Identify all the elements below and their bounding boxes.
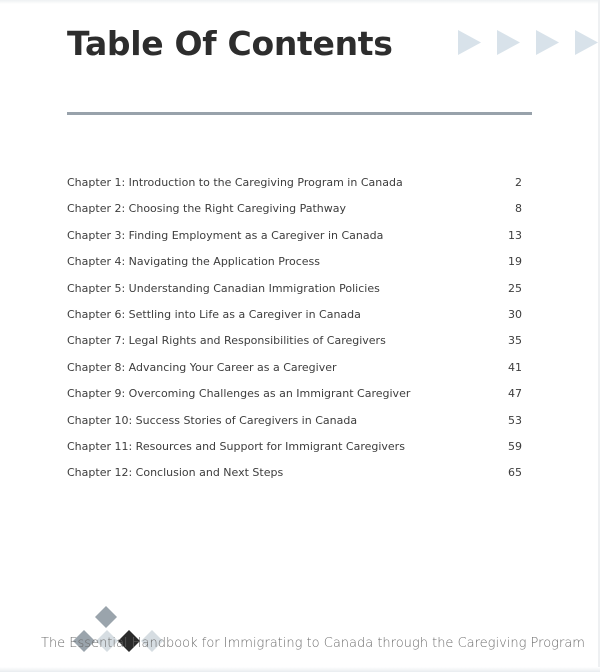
toc-entry-page-number: 65 — [508, 466, 522, 480]
title-divider — [67, 112, 532, 115]
toc-entry-page-number: 53 — [508, 413, 522, 427]
chevron-arrows-icon — [458, 29, 600, 57]
chevron-arrow-icon — [575, 30, 598, 55]
toc-entry-label: Chapter 3: Finding Employment as a Caregiver in Canada — [67, 228, 384, 242]
toc-entry-label: Chapter 2: Choosing the Right Caregiving Pathway — [67, 202, 346, 216]
toc-entry[interactable] — [67, 255, 522, 281]
toc-entry-page-number: 30 — [508, 307, 522, 321]
toc-entry-label: Chapter 6: Settling into Life as a Caregiver in Canada — [67, 307, 361, 321]
toc-entry-label: Chapter 10: Success Stories of Caregivers in Canada — [67, 413, 358, 427]
table-of-contents-list — [67, 176, 522, 493]
chevron-arrow-icon — [497, 30, 520, 55]
toc-entry-label: Chapter 8: Advancing Your Career as a Caregiver — [67, 360, 337, 374]
toc-entry-page-number: 19 — [508, 255, 522, 269]
toc-entry-page-number: 25 — [508, 281, 522, 295]
toc-entry-page-number: 41 — [508, 360, 522, 374]
toc-entry-label: Chapter 1: Introduction to the Caregiving Program in Canada — [67, 176, 403, 189]
toc-entry[interactable] — [67, 334, 522, 360]
toc-entry[interactable] — [67, 387, 522, 413]
toc-entry-page-number: 13 — [508, 228, 522, 242]
toc-entry[interactable] — [67, 440, 522, 466]
toc-entry[interactable] — [67, 229, 522, 255]
toc-entry[interactable] — [67, 282, 522, 308]
bottom-edge-shadow — [0, 667, 600, 672]
toc-entry[interactable] — [67, 176, 522, 202]
footer-book-title: The Essential Handbook for Immigrating to Canada through the Caregiving Program — [41, 636, 585, 651]
toc-entry-page-number: 47 — [508, 387, 522, 401]
toc-entry[interactable] — [67, 361, 522, 387]
toc-entry-label: Chapter 12: Conclusion and Next Steps — [67, 466, 284, 480]
toc-entry[interactable] — [67, 414, 522, 440]
toc-entry-label: Chapter 9: Overcoming Challenges as an Immigrant Caregiver — [67, 387, 411, 401]
toc-entry[interactable] — [67, 202, 522, 228]
page-title: Table Of Contents — [67, 24, 393, 63]
toc-entry-label: Chapter 5: Understanding Canadian Immigration Policies — [67, 281, 380, 295]
toc-entry-page-number: 59 — [508, 439, 522, 453]
toc-entry-page-number: 35 — [508, 334, 522, 348]
top-edge-shadow — [0, 0, 600, 4]
toc-entry-label: Chapter 7: Legal Rights and Responsibilities of Caregivers — [67, 334, 386, 348]
toc-entry-page-number: 8 — [515, 202, 522, 216]
toc-entry[interactable] — [67, 308, 522, 334]
toc-entry-label: Chapter 11: Resources and Support for Immigrant Caregivers — [67, 439, 405, 453]
diamond-shape-gray-top — [95, 606, 117, 628]
toc-entry-page-number: 2 — [515, 176, 522, 189]
chevron-arrow-icon — [536, 30, 559, 55]
toc-entry-label: Chapter 4: Navigating the Application Process — [67, 255, 320, 269]
chevron-arrow-icon — [458, 30, 481, 55]
toc-entry[interactable] — [67, 466, 522, 492]
